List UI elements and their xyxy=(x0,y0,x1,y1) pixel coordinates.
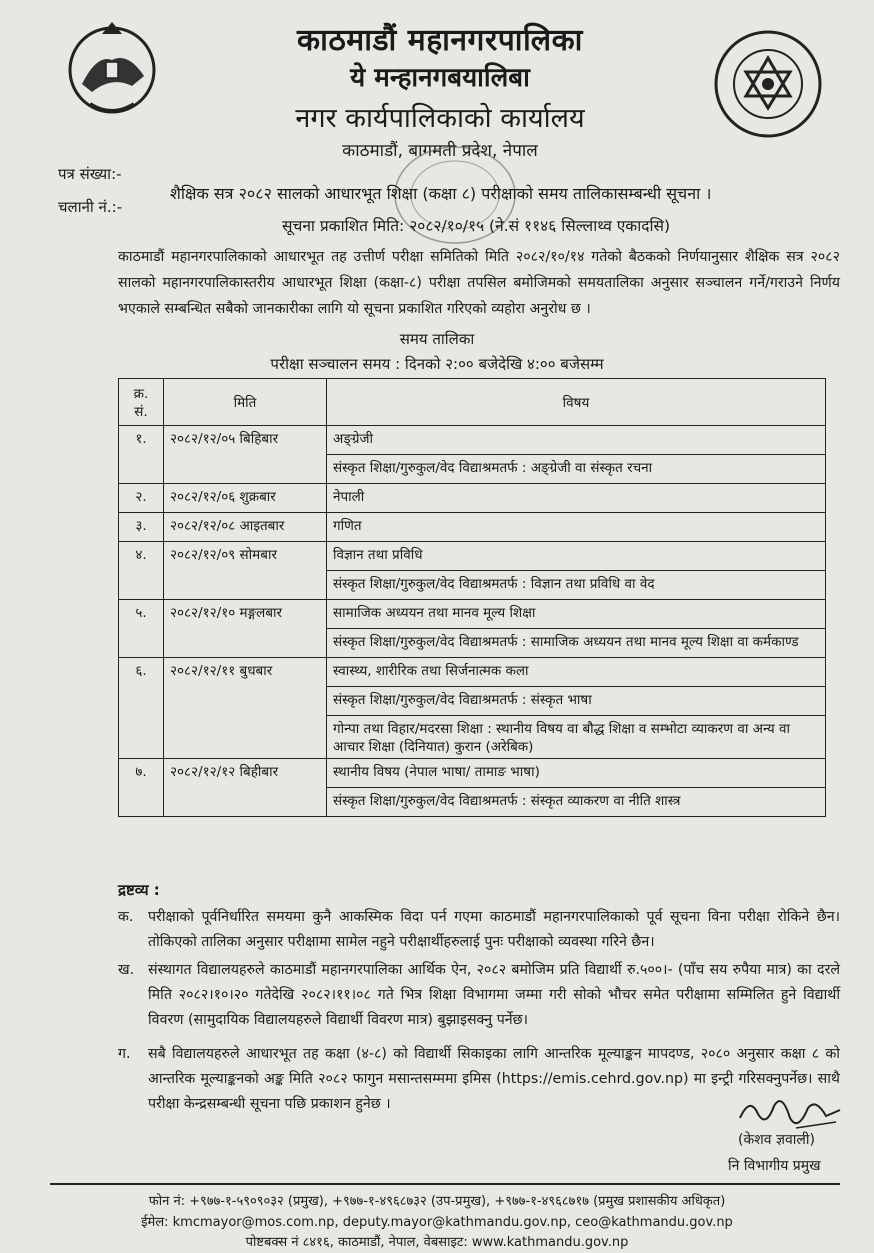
table-row xyxy=(119,426,826,455)
header-subject: विषय xyxy=(327,379,826,426)
header-office: नगर कार्यपालिकाको कार्यालय xyxy=(295,103,585,134)
schedule-time: परीक्षा सञ्चालन समय : दिनको २:०० बजेदेखि ४:०० बजेसम्म xyxy=(270,355,604,373)
nepal-emblem-icon xyxy=(62,14,162,124)
table-row xyxy=(119,759,826,788)
row-subject: संस्कृत शिक्षा/गुरुकुल/वेद विद्याश्रमतर्फ : संस्कृत व्याकरण वा नीति शास्त्र xyxy=(327,788,826,817)
row-subject: गोन्पा तथा विहार/मदरसा शिक्षा : स्थानीय विषय वा बौद्ध शिक्षा व सम्भोटा व्याकरण वा अन्य वा आचार शिक्षा (दिनियात) कुरान (अरेबिक) xyxy=(327,716,826,759)
row-date: २०८२/१२/०९ सोमबार xyxy=(164,542,327,600)
row-date: २०८२/१२/०५ बिहिबार xyxy=(164,426,327,484)
row-sn: ५. xyxy=(119,600,164,658)
schedule-body xyxy=(119,426,826,817)
row-subject: विज्ञान तथा प्रविधि xyxy=(327,542,826,571)
publish-date: सूचना प्रकाशित मिति: २०८२/१०/१५ (ने.सं ११४६ सिल्लाथ्व एकादसि) xyxy=(282,217,670,235)
row-subject: संस्कृत शिक्षा/गुरुकुल/वेद विद्याश्रमतर्फ : अङ्ग्रेजी वा संस्कृत रचना xyxy=(327,455,826,484)
note-text: संस्थागत विद्यालयहरुले काठमाडौं महानगरपालिका आर्थिक ऐन, २०८२ बमोजिम प्रति विद्यार्थी रु.५००।- (पाँच सय रुपैया मात्र) का दरले मिति २०८२।१०।२० गतेदेखि २०८२।११।०८ गते भित्र शिक्षा विभागमा जम्मा गरी सोको भौचर समेत परीक्षामा सम्मिलित हुने विद्यार्थी विवरण (सामुदायिक विद्यालयहरुले विद्यार्थी विवरण मात्र) बुझाइसक्नु पर्नेछ। xyxy=(148,962,840,1028)
note-mark: क. xyxy=(118,909,134,925)
row-subject: अङ्ग्रेजी xyxy=(327,426,826,455)
header-sn: क्र. सं. xyxy=(119,379,164,426)
row-subject: संस्कृत शिक्षा/गुरुकुल/वेद विद्याश्रमतर्फ : विज्ञान तथा प्रविधि वा वेद xyxy=(327,571,826,600)
note-text: सबै विद्यालयहरुले आधारभूत तह कक्षा (४-८) को विद्यार्थी सिकाइका लागि आन्तरिक मूल्याङ्कन मापदण्ड, २०८० अनुसार कक्षा ८ को आन्तरिक मूल्याङ्कनको अङ्क मिति २०८२ फागुन मसान्तसम्ममा इमिस (https://emis.cehrd.gov.np) मा इन्ट्री गरिसक्नुपर्नेछ। साथै परीक्षा केन्द्रसम्बन्धी सूचना पछि प्रकाशन हुनेछ । xyxy=(148,1046,840,1112)
row-subject: संस्कृत शिक्षा/गुरुकुल/वेद विद्याश्रमतर्फ : संस्कृत भाषा xyxy=(327,687,826,716)
header-title: काठमाडौं महानगरपालिका xyxy=(297,23,583,58)
letter-no-label: पत्र संख्या:- xyxy=(58,165,122,183)
note-text: परीक्षाको पूर्वनिर्धारित समयमा कुनै आकस्मिक विदा पर्न गएमा काठमाडौं महानगरपालिकाको पूर्व सूचना विना परीक्षा रोकिने छैन। तोकिएको तालिका अनुसार परीक्षामा सामेल नहुने परीक्षार्थीहरुलाई पुनः परीक्षाको व्यवस्था गरिने छैन। xyxy=(148,909,840,950)
footer-postal: पोष्टबक्स नं ८४१६, काठमाडौं, नेपाल, वेबसाइट: www.kathmandu.gov.np xyxy=(245,1235,629,1250)
signatory-name: (केशव ज्ञवाली) xyxy=(738,1132,815,1148)
footer-phone: फोन नं: +९७७-१-५९०९०३२ (प्रमुख), +९७७-१-४९६८७३२ (उप-प्रमुख), +९७७-१-४९६८७१७ (प्रमुख प्रशासकीय अधिकृत) xyxy=(148,1194,726,1209)
schedule-table xyxy=(118,378,826,817)
signatory-designation: नि विभागीय प्रमुख xyxy=(728,1158,821,1174)
row-subject: संस्कृत शिक्षा/गुरुकुल/वेद विद्याश्रमतर्फ : सामाजिक अध्ययन तथा मानव मूल्य शिक्षा वा कर्मकाण्ड xyxy=(327,629,826,658)
row-sn: ७. xyxy=(119,759,164,817)
header-title-newa: ये मन्हानगबयालिबा xyxy=(350,63,530,93)
signature-icon xyxy=(736,1088,846,1136)
row-subject: नेपाली xyxy=(327,484,826,513)
table-header-row xyxy=(119,379,826,426)
row-subject: सामाजिक अध्ययन तथा मानव मूल्य शिक्षा xyxy=(327,600,826,629)
row-sn: ३. xyxy=(119,513,164,542)
row-date: २०८२/१२/०६ शुक्रबार xyxy=(164,484,327,513)
table-row xyxy=(119,513,826,542)
row-date: २०८२/१२/१२ बिहीबार xyxy=(164,759,327,817)
footer-divider xyxy=(50,1183,840,1185)
row-sn: ४. xyxy=(119,542,164,600)
note-mark: ख. xyxy=(118,962,135,978)
header-date: मिति xyxy=(164,379,327,426)
kmc-seal-icon xyxy=(712,28,824,140)
table-row xyxy=(119,658,826,687)
dispatch-no-label: चलानी नं.:- xyxy=(58,198,123,216)
note-item xyxy=(118,958,840,1033)
row-date: २०८२/१२/१० मङ्गलबार xyxy=(164,600,327,658)
row-subject: स्वास्थ्य, शारीरिक तथा सिर्जनात्मक कला xyxy=(327,658,826,687)
table-row xyxy=(119,542,826,571)
notes-heading: द्रष्टव्य : xyxy=(118,881,160,899)
notice-body: काठमाडौं महानगरपालिकाको आधारभूत तह उत्तीर्ण परीक्षा समितिको मिति २०८२/१०/१४ गतेको बैठकको निर्णयानुसार शैक्षिक सत्र २०८२ सालको महानगरपालिकास्तरीय आधारभूत शिक्षा (कक्षा-८) परीक्षा तपसिल बमोजिमको समयतालिका अनुसार सञ्चालन गर्ने/गराउने निर्णय भएकाले सम्बन्धित सबैको जानकारीका लागि यो सूचना प्रकाशित गरिएको व्यहोरा अनुरोध छ । xyxy=(118,249,840,317)
note-item xyxy=(118,905,840,955)
row-sn: ६. xyxy=(119,658,164,759)
header-address: काठमाडौं, बागमती प्रदेश, नेपाल xyxy=(342,141,538,161)
row-sn: १. xyxy=(119,426,164,484)
schedule-title: समय तालिका xyxy=(399,330,475,348)
row-date: २०८२/१२/०८ आइतबार xyxy=(164,513,327,542)
row-sn: २. xyxy=(119,484,164,513)
note-item xyxy=(118,1042,840,1117)
notice-subject: शैक्षिक सत्र २०८२ सालको आधारभूत शिक्षा (कक्षा ८) परीक्षाको समय तालिकासम्बन्धी सूचना । xyxy=(170,184,712,203)
row-subject: गणित xyxy=(327,513,826,542)
table-row xyxy=(119,484,826,513)
table-row xyxy=(119,600,826,629)
footer-email: ईमेल: kmcmayor@mos.com.np, deputy.mayor@kathmandu.gov.np, ceo@kathmandu.gov.np xyxy=(141,1215,733,1230)
row-subject: स्थानीय विषय (नेपाल भाषा/ तामाङ भाषा) xyxy=(327,759,826,788)
note-mark: ग. xyxy=(118,1046,131,1062)
row-date: २०८२/१२/११ बुधबार xyxy=(164,658,327,759)
